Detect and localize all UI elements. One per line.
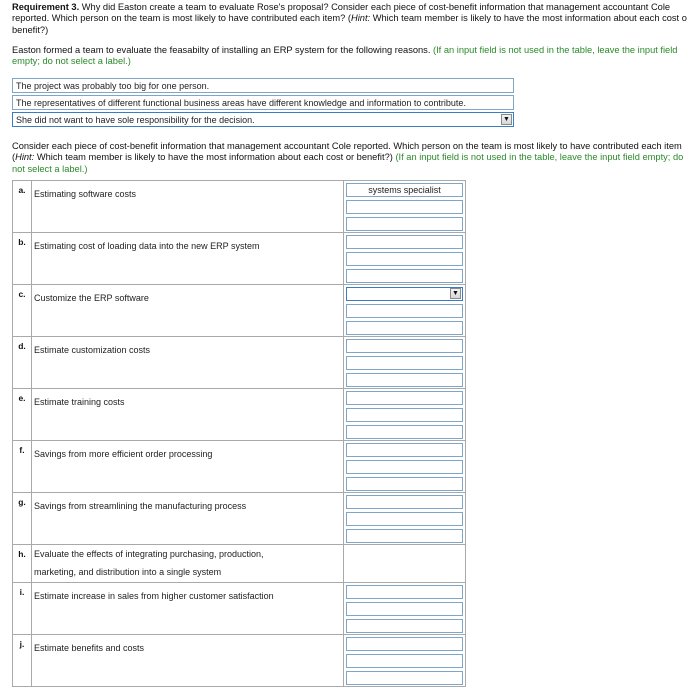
row-letter: i. [13, 583, 32, 635]
dropdown-arrow-icon[interactable]: ▼ [501, 114, 512, 125]
row-letter: j. [13, 635, 32, 687]
team-member-input[interactable] [346, 637, 463, 651]
team-member-input[interactable] [346, 356, 463, 370]
row-description [32, 493, 344, 545]
row-letter: f. [13, 441, 32, 493]
row-description [32, 285, 344, 337]
table-row [13, 493, 466, 545]
row-description [32, 635, 344, 687]
requirement-question: Requirement 3. Why did Easton create a team to evaluate Rose's proposal? Consider each piece of cost-benefit information that management accountant Cole reported. Which person on the team is most likely to have contributed each item? (Hint: Which team member is likely to have the most information about each cost o benefit?) [12, 2, 687, 35]
reason-field-2[interactable]: The representatives of different functional business areas have different knowledge and information to contribute. [12, 95, 514, 110]
row-letter: g. [13, 493, 32, 545]
row-letter: b. [13, 233, 32, 285]
team-member-input[interactable] [346, 477, 463, 491]
team-member-input[interactable] [346, 602, 463, 616]
row-description [32, 181, 344, 233]
table-row [13, 181, 466, 233]
team-member-input[interactable] [346, 654, 463, 668]
team-member-input[interactable] [346, 408, 463, 422]
team-member-input[interactable] [346, 585, 463, 599]
description-line: Savings from more efficient order processing [34, 449, 213, 459]
intro-text: Easton formed a team to evaluate the feasabilty of installing an ERP system for the following reasons. (If an input field is not used in the table, leave the input field empty; do not select a label.) [12, 45, 678, 67]
team-member-input[interactable] [346, 619, 463, 633]
team-member-input[interactable] [346, 373, 463, 387]
row-letter: c. [13, 285, 32, 337]
team-member-input[interactable] [346, 460, 463, 474]
row-description [32, 233, 344, 285]
description-line: Estimate benefits and costs [34, 643, 145, 653]
team-member-input[interactable] [346, 321, 463, 335]
row-letter: d. [13, 337, 32, 389]
team-member-select[interactable] [346, 287, 463, 301]
dropdown-arrow-icon[interactable]: ▼ [450, 288, 461, 299]
empty-input-cell [344, 545, 466, 583]
table-row [13, 389, 466, 441]
reason-select-3[interactable]: She did not want to have sole responsibility for the decision. ▼ [12, 112, 514, 127]
description-line: Estimate training costs [34, 397, 125, 407]
team-member-input[interactable] [346, 671, 463, 685]
table-row [13, 635, 466, 687]
description-line: Estimating cost of loading data into the new ERP system [34, 241, 260, 251]
consider-text: Consider each piece of cost-benefit information that management accountant Cole reported. Which person on the team is most likely to have contributed each item (Hint: Which team member is likely to have the most information about each cost or benefit?) (If an input field is not used in the table, leave the input field empty; do not select a label.) [12, 141, 684, 174]
team-member-input[interactable] [346, 200, 463, 214]
team-member-input[interactable]: systems specialist [346, 183, 463, 197]
team-member-input[interactable] [346, 252, 463, 266]
table-row [13, 583, 466, 635]
team-member-input[interactable] [346, 495, 463, 509]
table-row [13, 337, 466, 389]
description-line: marketing, and distribution into a single system [34, 567, 222, 577]
row-letter: e. [13, 389, 32, 441]
row-description [32, 441, 344, 493]
row-description [32, 337, 344, 389]
team-member-input[interactable] [346, 269, 463, 283]
row-letter: h. [13, 545, 32, 583]
description-line: Evaluate the effects of integrating purchasing, production, [34, 549, 264, 559]
table-row [13, 441, 466, 493]
team-member-input[interactable] [346, 235, 463, 249]
requirement-label: Requirement 3. [12, 2, 80, 12]
description-line: Estimating software costs [34, 189, 137, 199]
team-member-input[interactable] [346, 512, 463, 526]
description-line: Customize the ERP software [34, 293, 149, 303]
description-line: Estimate increase in sales from higher customer satisfaction [34, 591, 274, 601]
team-member-input[interactable] [346, 425, 463, 439]
team-member-input[interactable] [346, 391, 463, 405]
table-row [13, 233, 466, 285]
row-description [32, 583, 344, 635]
row-description [32, 389, 344, 441]
table-row [13, 285, 466, 337]
team-member-input[interactable] [346, 217, 463, 231]
team-member-input[interactable] [346, 529, 463, 543]
team-member-input[interactable] [346, 339, 463, 353]
table-row [13, 545, 466, 583]
description-line: Savings from streamlining the manufacturing process [34, 501, 247, 511]
cost-benefit-table [12, 180, 466, 687]
row-description [32, 545, 344, 583]
team-member-input[interactable] [346, 443, 463, 457]
reason-field-1[interactable]: The project was probably too big for one person. [12, 78, 514, 93]
team-member-input[interactable] [346, 304, 463, 318]
row-letter: a. [13, 181, 32, 233]
description-line: Estimate customization costs [34, 345, 151, 355]
